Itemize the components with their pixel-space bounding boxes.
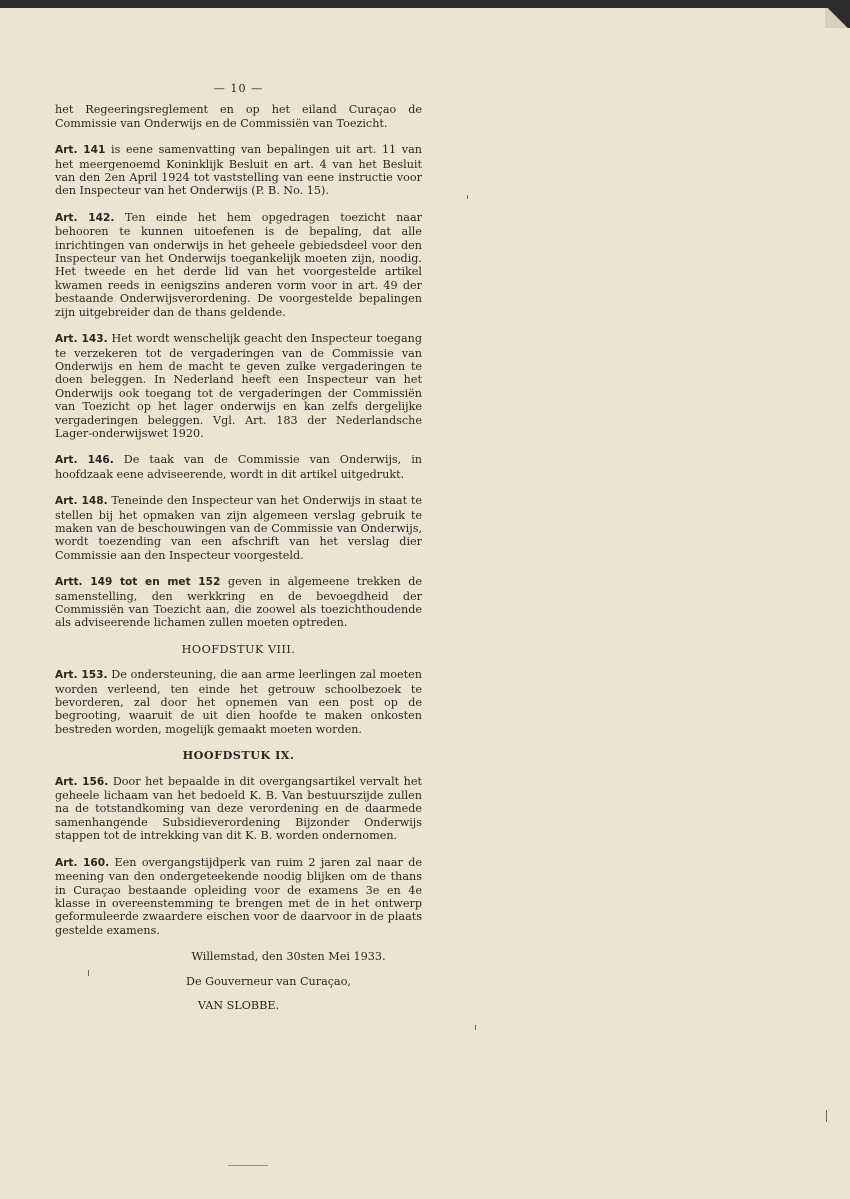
paper-speck: [475, 1025, 476, 1030]
paragraph-text: De taak van de Commissie van Onderwijs, in hoofdzaak eene adviseerende, wordt in dit artikel uitgedrukt.: [55, 453, 422, 481]
signature-place-date: Willemstad, den 30sten Mei 1933.: [191, 950, 386, 964]
text-column: [55, 82, 422, 1023]
article-label: Art. 141: [55, 144, 106, 157]
paragraph-art-156: [55, 775, 422, 843]
paragraph-art-148: [55, 494, 422, 562]
paragraph-art-142: [55, 211, 422, 319]
paragraph-text: Een overgangstijdperk van ruim 2 jaren zal naar de meening van den ondergeteekende noodig blijken om de thans in Curaçao bestaande opleiding voor de examens 3e en 4e klasse in overeenstemming te brengen met de in het ontwerp geformuleerde zwaardere eischen voor de daarvoor in de plaats gestelde examens.: [55, 855, 423, 937]
paragraph-text: De ondersteuning, die aan arme leerlingen zal moeten worden verleend, ten einde het getrouw schoolbezoek te bevorderen, zal door het opnemen van een post op de begrooting, waaruit de uit dien hoofde te maken onkosten bestreden worden, mogelijk gemaakt moeten worden.: [55, 668, 422, 736]
article-label: Artt. 149 tot en met 152: [55, 576, 221, 589]
paragraph-text: Teneinde den Inspecteur van het Onderwijs in staat te stellen bij het opmaken van zijn algemeen verslag gebruik te maken van de beschouwingen van de Commissie van Onderwijs, wordt toezending van een afschrift van het verslag dier Commissie aan den Inspecteur voorgesteld.: [55, 494, 422, 562]
signature-name: VAN SLOBBE.: [197, 998, 280, 1012]
article-label: Art. 148.: [55, 495, 108, 508]
article-label: Art. 146.: [55, 454, 114, 467]
paragraph-artt-149-152: [55, 575, 422, 630]
chapter-heading-ix: HOOFDSTUK IX.: [182, 748, 295, 763]
paragraph-text: geven in algemeene trekken de samenstelling, den werkkring en de bevoegdheid der Commissiën van Toezicht aan, die zoowel als toezichthoudende als adviseerende lichamen zullen moeten optreden.: [55, 575, 422, 630]
article-label: Art. 153.: [55, 669, 108, 682]
signature-title: De Gouverneur van Curaçao,: [185, 974, 351, 988]
paragraph-text: is eene samenvatting van bepalingen uit art. 11 van het meergenoemd Koninklijk Besluit en art. 4 van het Besluit van den 2en April 1924 tot vaststelling van eene instructie voor den Inspecteur van het Onderwijs (P. B. No. 15).: [55, 143, 422, 198]
article-label: Art. 142.: [55, 211, 115, 224]
paragraph-art-153: [55, 668, 422, 736]
paragraph-art-160: [55, 856, 422, 937]
paragraph-text: Ten einde het hem opgedragen toezicht naar behooren te kunnen uitoefenen is de bepaling, dat alle inrichtingen van onderwijs in het geheele gebiedsdeel voor den Inspecteur van het Onderwijs toegankelijk moeten zijn, noodig. Het tweede en het derde lid van het voorgestelde artikel kwamen reeds in eenigszins anderen vorm voor in art. 49 der bestaande Onderwijsverordening. De voorgestelde bepalingen zijn uitgebreider dan de thans geldende.: [55, 210, 422, 319]
article-label: Art. 143.: [55, 333, 108, 346]
paper-mark: [228, 1165, 268, 1166]
chapter-heading-viii: HOOFDSTUK VIII.: [181, 642, 296, 656]
paper-speck: [826, 1110, 827, 1122]
paragraph-intro: [55, 103, 422, 130]
article-label: Art. 156.: [55, 775, 109, 788]
paragraph-text: Het wordt wenschelijk geacht den Inspecteur toegang te verzekeren tot de vergaderingen van de Commissie van Onderwijs en hem de macht te geven zulke vergaderingen te doen beleggen. In Nederland heeft een Inspecteur van het Onderwijs ook toegang tot de vergaderingen der Commissiën van Toezicht op het lager onderwijs en kan zelfs dergelijke vergaderingen beleggen. Vgl. Art. 183 der Nederlandsche Lager-onderwijswet 1920.: [55, 332, 422, 440]
paragraph-art-143: [55, 332, 422, 440]
paragraph-text: het Regeeringsreglement en op het eiland Curaçao de Commissie van Onderwijs en de Commissiën van Toezicht.: [55, 103, 422, 130]
page-number: — 10 —: [213, 82, 264, 95]
paragraph-art-146: [55, 453, 422, 481]
paper-speck: [88, 970, 89, 976]
folded-corner: [825, 8, 850, 28]
paragraph-text: Door het bepaalde in dit overgangsartikel vervalt het geheele lichaam van het bedoeld K. B. Van bestuurszijde zullen na de totstandkoming van deze verordening en de daarmede samenhangende Subsidieverordening Bijzonder Onderwijs stappen tot de intrekking van dit K. B. worden ondernomen.: [55, 774, 422, 843]
paper-speck: [467, 195, 468, 199]
article-label: Art. 160.: [55, 856, 110, 869]
paragraph-art-141: [55, 143, 422, 198]
